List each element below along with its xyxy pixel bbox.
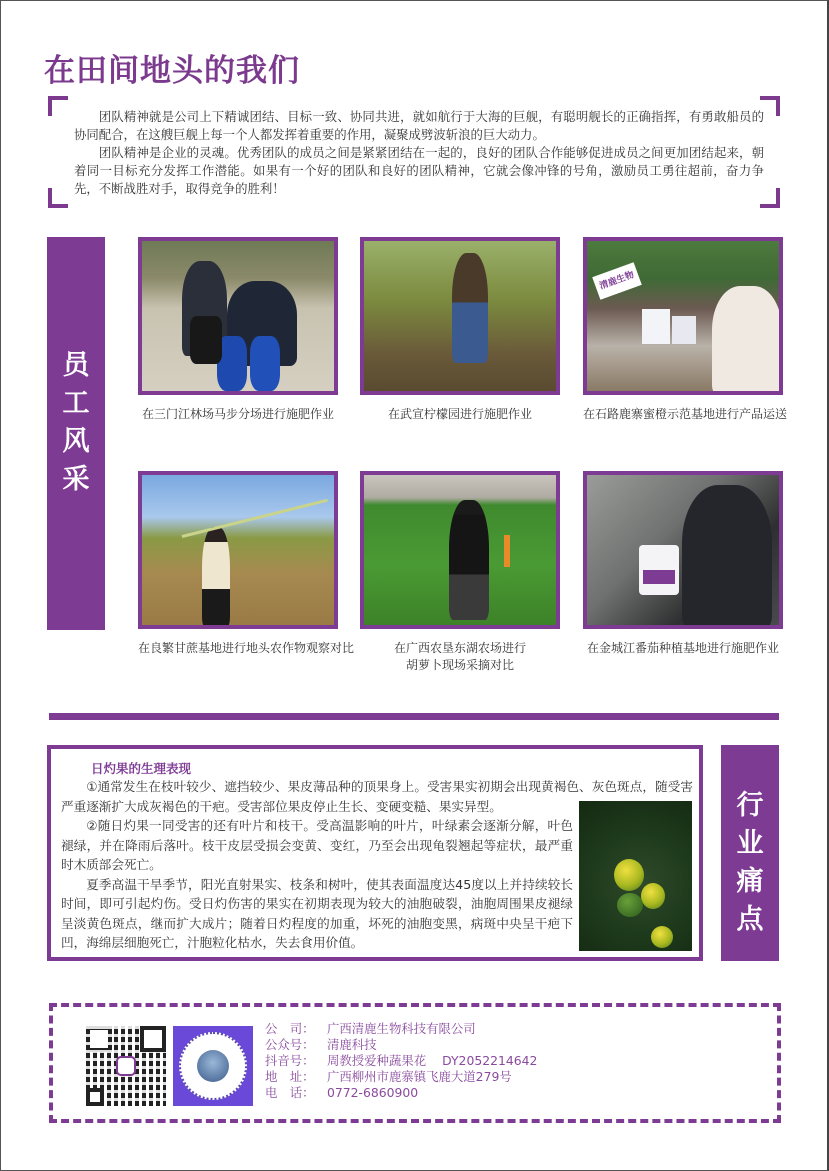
contact-row-phone: 电 话： 0772-6860900 xyxy=(265,1085,419,1100)
pain-points-box xyxy=(47,745,703,961)
contact-box xyxy=(49,1003,781,1123)
intro-paragraph: 团队精神就是公司上下精诚团结、目标一致、协同共进，就如航行于大海的巨舰，有聪明舰长的正确指挥，有勇敢船员的协同配合，在这艘巨舰上每一个人都发挥着重要的作用，凝聚成劈波斩浪的巨大动力。 xyxy=(74,109,764,142)
staff-photo-card xyxy=(583,237,788,423)
avatar xyxy=(197,1050,229,1082)
label-char: 点 xyxy=(736,904,764,935)
intro-block xyxy=(48,96,780,208)
photo-caption: 在广西农垦东湖农场进行 胡萝卜现场采摘对比 xyxy=(393,641,526,672)
label-char: 风 xyxy=(62,426,90,457)
photo-carrot-field xyxy=(360,471,560,629)
pain-section-label xyxy=(721,745,779,961)
photo-tomato-base xyxy=(583,471,783,629)
label-char: 员 xyxy=(62,350,90,381)
staff-photo-card xyxy=(360,471,560,674)
label-char: 业 xyxy=(736,828,764,859)
photo-caption: 在石路鹿寨蜜橙示范基地进行产品运送 xyxy=(583,407,788,421)
bracket-corner-top-left xyxy=(48,96,68,116)
photo-caption: 在武宣柠檬园进行施肥作业 xyxy=(387,407,532,421)
photo-lemon-orchard xyxy=(360,237,560,395)
staff-photo-card xyxy=(138,237,338,423)
sunburn-fruit-photo xyxy=(579,801,692,951)
bracket-corner-bottom-left xyxy=(48,188,68,208)
pain-paragraph: 夏季高温干旱季节，阳光直射果实、枝条和树叶，使其表面温度达45度以上并持续较长时间，即可引起灼伤。受日灼伤害的果实在初期表现为较大的油胞破裂，油胞周围果皮褪绿呈淡黄色斑点，继而扩大成片；随着日灼程度的加重，坏死的油胞变黑，病斑中央呈干疤下凹，海绵层细胞死亡，汁胞粒化枯水，失去食用价值。 xyxy=(61,876,573,950)
intro-paragraph: 团队精神是企业的灵魂。优秀团队的成员之间是紧紧团结在一起的，良好的团队合作能够促进成员之间更加团结起来，朝着同一目标充分发挥工作潜能。如果有一个好的团队和良好的团队精神，它就会像冲锋的号角，激励员工勇往超前，奋力争先，不断战胜对手，取得竞争的胜利！ xyxy=(74,145,764,196)
page-title: 在田间地头的我们 xyxy=(44,53,300,89)
brand-sign: 清鹿生物 xyxy=(592,262,642,300)
staff-section-label xyxy=(47,237,105,630)
section-divider xyxy=(49,713,779,720)
photo-caption: 在金城江番茄种植基地进行施肥作业 xyxy=(586,641,779,655)
pain-paragraph: ②随日灼果一同受害的还有叶片和枝干。受高温影响的叶片，叶绿素会逐渐分解，叶色褪绿，并在降雨后落叶。枝干皮层受损会变黄、变红，乃至会出现龟裂翘起等症状，最严重时木质部会死亡。 xyxy=(61,818,573,872)
contact-row-address: 地 址： 广西柳州市鹿寨镇飞鹿大道279号 xyxy=(265,1069,512,1084)
staff-photo-card xyxy=(583,471,783,657)
pain-paragraph: ①通常发生在枝叶较少、遮挡较少、果皮薄品种的顶果身上。受害果实初期会出现黄褐色、灰色斑点，随受害严重逐渐扩大成灰褐色的干疤。受害部位果皮停止生长、变硬变糙、果实异型。 xyxy=(61,779,693,814)
contact-row-wechat: 公众号： 清鹿科技 xyxy=(265,1037,377,1052)
staff-photo-card xyxy=(138,471,355,657)
contact-info xyxy=(265,1021,537,1101)
intro-text xyxy=(74,108,764,198)
pain-title: 日灼果的生理表现 xyxy=(91,761,192,776)
label-char: 痛 xyxy=(736,866,764,897)
label-char: 工 xyxy=(62,388,90,419)
photo-caption: 在良繁甘蔗基地进行地头农作物观察对比 xyxy=(138,641,355,655)
brand-logo-icon xyxy=(116,1056,136,1076)
label-char: 行 xyxy=(736,790,764,821)
photo-product-delivery xyxy=(583,237,783,395)
photo-fertilizing-sanmenjiang xyxy=(138,237,338,395)
photo-sugarcane-base xyxy=(138,471,338,629)
wechat-qr-code-icon[interactable] xyxy=(86,1026,166,1106)
contact-row-company: 公 司： 广西清鹿生物科技有限公司 xyxy=(265,1021,476,1036)
photo-caption: 在三门江林场马步分场进行施肥作业 xyxy=(141,407,334,421)
staff-photo-card xyxy=(360,237,560,423)
label-char: 采 xyxy=(62,464,90,495)
contact-row-douyin: 抖音号： 周教授爱种蔬果花 DY2052214642 xyxy=(265,1053,538,1068)
douyin-qr-code-icon[interactable] xyxy=(173,1026,253,1106)
